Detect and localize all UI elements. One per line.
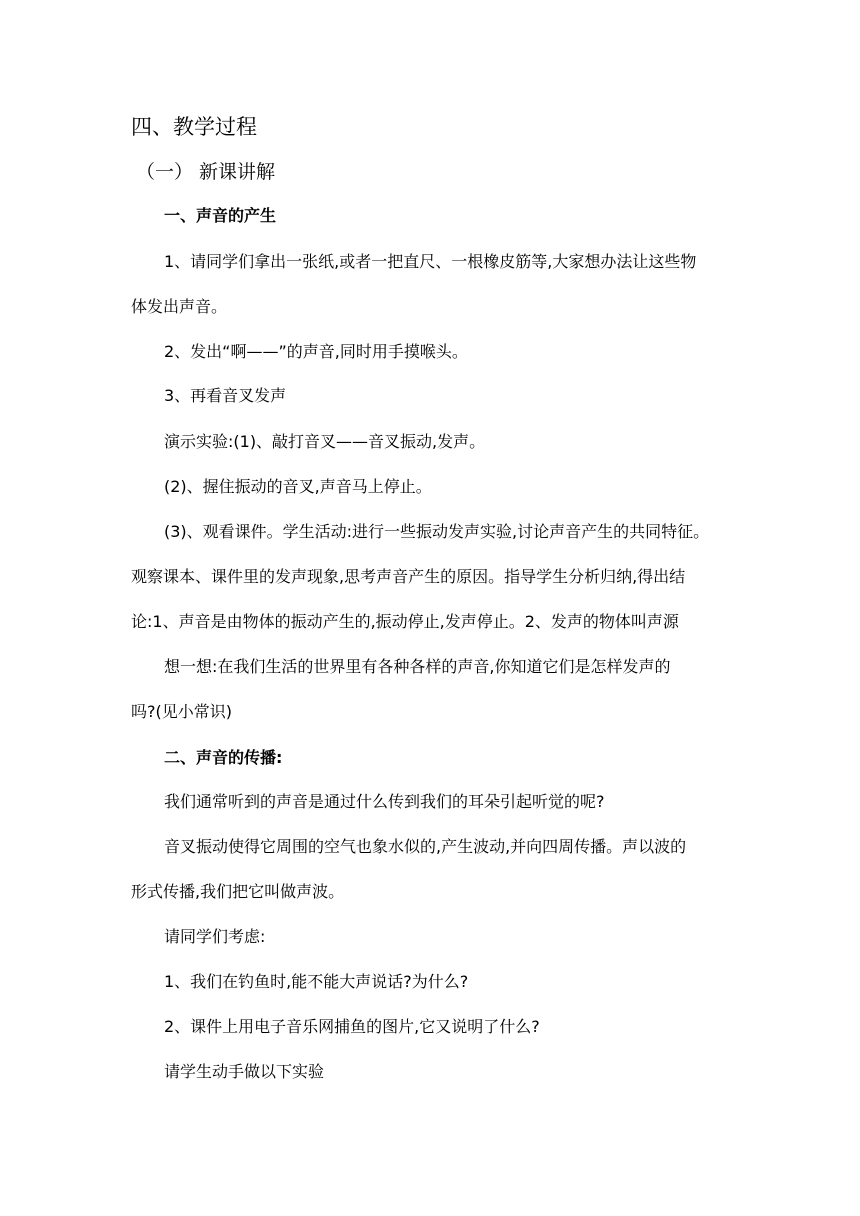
paragraph-line: (2)、握住振动的音叉,声音马上停止。: [164, 477, 432, 496]
subsection-heading: （一） 新课讲解: [136, 161, 276, 183]
paragraph-line: 请同学们考虑:: [164, 927, 266, 946]
paragraph-line: 形式传播,我们把它叫做声波。: [131, 882, 345, 901]
paragraph-line: 2、课件上用电子音乐网捕鱼的图片,它又说明了什么?: [164, 1017, 540, 1036]
paragraph-line: 吗?(见小常识): [131, 702, 232, 721]
section-heading: 四、教学过程: [131, 115, 257, 139]
paragraph-line: 演示实验:(1)、敲打音叉——音叉振动,发声。: [164, 432, 486, 451]
paragraph-line: 我们通常听到的声音是通过什么传到我们的耳朵引起听觉的呢?: [164, 792, 605, 811]
section1-title: 一、声音的产生: [164, 206, 277, 225]
section2-title: 二、声音的传播:: [164, 748, 283, 767]
paragraph-line: 体发出声音。: [131, 297, 228, 316]
paragraph-line: (3)、观看课件。学生活动:进行一些振动发声实验,讨论声音产生的共同特征。: [164, 522, 710, 541]
paragraph-line: 3、再看音叉发声: [164, 386, 287, 405]
paragraph-line: 请学生动手做以下实验: [164, 1062, 325, 1081]
paragraph-line: 2、发出“啊——”的声音,同时用手摸喉头。: [164, 342, 468, 361]
paragraph-line: 论:1、声音是由物体的振动产生的,振动停止,发声停止。2、发声的物体叫声源: [131, 612, 679, 631]
paragraph-line: 观察课本、课件里的发声现象,思考声音产生的原因。指导学生分析归纳,得出结: [131, 567, 686, 586]
paragraph-line: 想一想:在我们生活的世界里有各种各样的声音,你知道它们是怎样发声的: [164, 657, 671, 676]
paragraph-line: 1、请同学们拿出一张纸,或者一把直尺、一根橡皮筋等,大家想办法让这些物: [164, 252, 697, 271]
paragraph-line: 音叉振动使得它周围的空气也象水似的,产生波动,并向四周传播。声以波的: [164, 837, 687, 856]
paragraph-line: 1、我们在钓鱼时,能不能大声说话?为什么?: [164, 972, 469, 991]
